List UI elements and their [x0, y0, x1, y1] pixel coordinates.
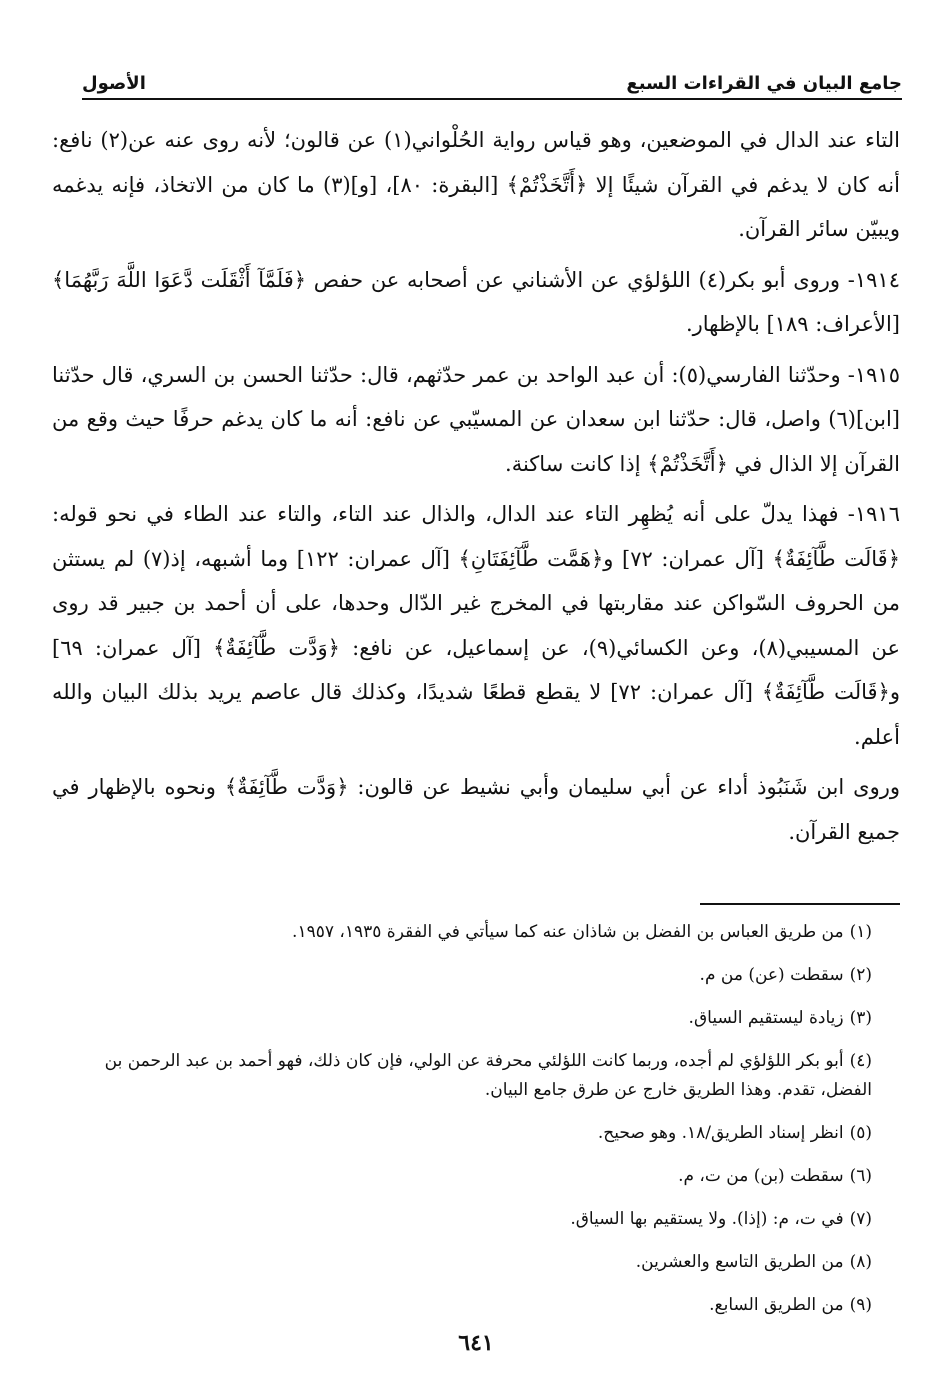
footnotes [72, 918, 872, 1334]
footnote-number: (٣) [849, 1008, 872, 1028]
footnote [72, 1248, 872, 1277]
page-number: ٦٤١ [458, 1330, 494, 1356]
footnote-number: (١) [849, 922, 872, 942]
footnote-number: (٥) [849, 1123, 872, 1143]
footnote [72, 918, 872, 947]
paragraph-1915: ١٩١٥- وحدّثنا الفارسي(٥): أن عبد الواحد بن عمر حدّثهم، قال: حدّثنا الحسن بن السري، قال حدّثنا [ابن](٦) واصل، قال: حدّثنا ابن سعدان عن المسيّبي عن نافع: أنه ما كان يدغم حرفًا حيث وقع من القرآن إلا الذال في ﴿أَتَّخَذْتُمْ﴾ إذا كانت ساكنة. [52, 362, 900, 476]
paragraph: وروى ابن شَنَبُوذ أداء عن أبي سليمان وأبي نشيط عن قالون: ﴿وَدَّت طَّآئِفَةٌ﴾ ونحوه بالإظهار في جميع القرآن. [52, 775, 900, 844]
footnote [72, 1205, 872, 1234]
footnote-text: أبو بكر اللؤلؤي لم أجده، وربما كانت اللؤلئي محرفة عن الولي، فإن كان ذلك، فهو أحمد بن عبد الرحمن بن الفضل، تقدم. وهذا الطريق خارج عن طرق جامع البيان. [104, 1051, 872, 1100]
footnote [72, 961, 872, 990]
footnote-text: من الطريق التاسع والعشرين. [635, 1252, 844, 1272]
paragraph-1916: ١٩١٦- فهذا يدلّ على أنه يُظهِر التاء عند الدال، والذال عند التاء، والتاء عند الطاء في نحو قوله: ﴿قَالَت طَّآئِفَةٌ﴾ [آل عمران: ٧٢] و﴿هَمَّت طَّآئِفَتَانِ﴾ [آل عمران: ١٢٢] وما أشبهه، إذ(٧) لم يستثن من الحروف السّواكن عند مقاربتها في المخرج غير الدّال وحدها، على أن أحمد بن جبير قد روى عن المسيبي(٨)، وعن الكسائي(٩)، عن إسماعيل، عن نافع: ﴿وَدَّت طَّآئِفَةٌ﴾ [آل عمران: ٦٩] و﴿قَالَت طَّآئِفَةٌ﴾ [آل عمران: ٧٢] لا يقطع قطعًا شديدًا، وكذلك قال عاصم يريد بذلك البيان والله أعلم. [52, 502, 901, 749]
footnote [72, 1291, 872, 1320]
footnote [72, 1047, 872, 1105]
footnote [72, 1119, 872, 1148]
footnote-number: (٩) [849, 1295, 872, 1315]
running-header [82, 62, 902, 100]
header-book-title: جامع البيان في القراءات السبع [626, 73, 902, 94]
footnote-separator [700, 903, 900, 905]
footnote-number: (٦) [849, 1166, 872, 1186]
footnote-text: من الطريق السابع. [709, 1295, 844, 1315]
footnote-number: (٤) [849, 1051, 872, 1071]
footnote-number: (٨) [849, 1252, 872, 1272]
footnote [72, 1004, 872, 1033]
paragraph-1914: ١٩١٤- وروى أبو بكر(٤) اللؤلؤي عن الأشناني عن أصحابه عن حفص ﴿فَلَمَّآ أَثْقَلَت دَّعَوَا اللَّهَ رَبَّهُمَا﴾ [الأعراف: ١٨٩] بالإظهار. [52, 267, 900, 336]
footnote-number: (٧) [849, 1209, 872, 1229]
footnote-text: انظر إسناد الطريق/١٨. وهو صحيح. [597, 1123, 844, 1143]
footnote-text: في ت، م: (إذا). ولا يستقيم بها السياق. [570, 1209, 844, 1229]
footnote-text: سقطت (عن) من م. [699, 965, 844, 985]
main-text [52, 118, 900, 860]
paragraph: التاء عند الدال في الموضعين، وهو قياس رواية الحُلْواني(١) عن قالون؛ لأنه روى عنه عن(٢) نافع: أنه كان لا يدغم في القرآن شيئًا إلا ﴿أَتَّخَذْتُمْ﴾ [البقرة: ٨٠]، [و](٣) ما كان من الاتخاذ، فإنه يدغمه ويبيّن سائر القرآن. [52, 128, 900, 241]
header-section-title: الأصول [82, 73, 146, 94]
footnote [72, 1162, 872, 1191]
footnote-text: سقطت (بن) من ت، م. [678, 1166, 844, 1186]
footnote-text: زيادة ليستقيم السياق. [688, 1008, 844, 1028]
footnote-text: من طريق العباس بن الفضل بن شاذان عنه كما سيأتي في الفقرة ١٩٣٥، ١٩٥٧. [292, 922, 844, 942]
footnote-number: (٢) [849, 965, 872, 985]
